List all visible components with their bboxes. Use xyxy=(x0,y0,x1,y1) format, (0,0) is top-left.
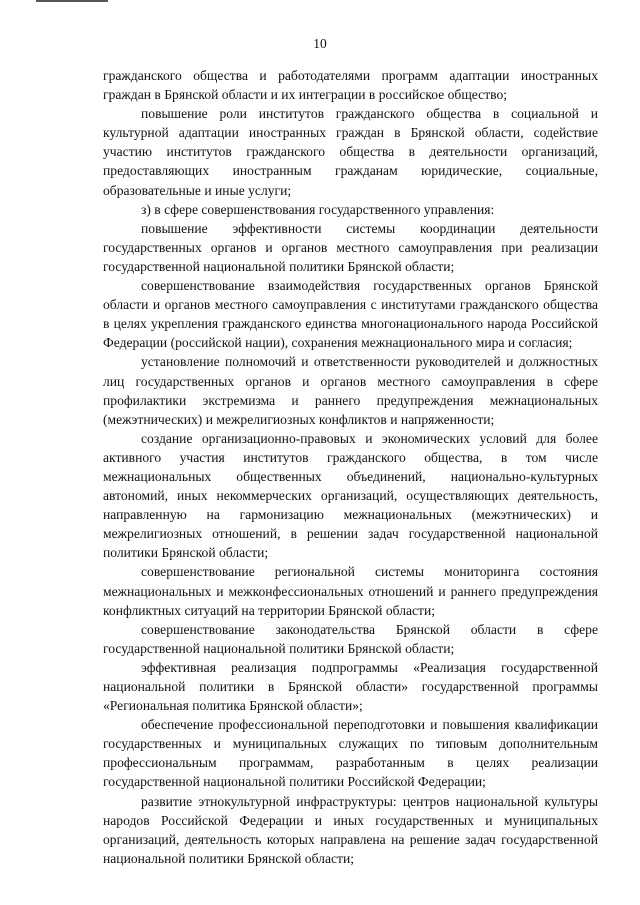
paragraph-9: совершенствование законодательства Брянской области в сфере государственной национальной политики Брянской области; xyxy=(103,621,598,656)
paragraph-1: гражданского общества и работодателями программ адаптации иностранных граждан в Брянской области и их интеграции в российское общество; xyxy=(103,68,598,103)
paragraph-6: установление полномочий и ответственности руководителей и должностных лиц государственных органов и органов местного самоуправления в сфере профилактики экстремизма и раннего предупреждения межнациональных (межэтнических) и межрелигиозных конфликтов и напряженности; xyxy=(103,354,598,427)
page-number: 10 xyxy=(313,36,327,51)
paragraph-12: развитие этнокультурной инфраструктуры: центров национальной культуры народов Российской Федерации и иных государственных и муниципальных организаций, деятельность которых направлена на решение задач государственной национальной политики Брянской области; xyxy=(103,793,598,866)
paragraph-2: повышение роли институтов гражданского общества в социальной и культурной адаптации иностранных граждан в Брянской области, содействие участию институтов гражданского общества в деятельности организаций, предоставляющих иностранным гражданам юридические, социальные, образовательные и иные услуги; xyxy=(103,106,598,198)
paragraph-7: создание организационно-правовых и экономических условий для более активного участия институтов гражданского общества, в том числе межнациональных общественных объединений, национально-культурных автономий, иных некоммерческих организаций, осуществляющих деятельность, направленную на гармонизацию межнациональных (межэтнических) и межрелигиозных отношений, в решении задач государственной национальной политики Брянской области; xyxy=(103,430,598,561)
paragraph-10: эффективная реализация подпрограммы «Реализация государственной национальной политики в Брянской области» государственной программы «Региональная политика Брянской области»; xyxy=(103,659,598,714)
paragraph-11: обеспечение профессиональной переподготовки и повышения квалификации государственных и муниципальных служащих по типовым дополнительным профессиональным программам, разработанным в целях реализации государственной национальной политики Российской Федерации; xyxy=(103,717,598,790)
paragraph-5: совершенствование взаимодействия государственных органов Брянской области и органов местного самоуправления с институтами гражданского общества в целях укрепления гражданского единства многонационального народа Российской Федерации (российской нации), сохранения межнационального мира и согласия; xyxy=(103,278,598,351)
document-body xyxy=(103,66,598,868)
paragraph-8: совершенствование региональной системы мониторинга состояния межнациональных и межконфессиональных отношений и раннего предупреждения конфликтных ситуаций на территории Брянской области; xyxy=(103,564,598,618)
top-edge-rule xyxy=(36,0,108,2)
paragraph-3: з) в сфере совершенствования государственного управления: xyxy=(141,201,495,217)
paragraph-4: повышение эффективности системы координации деятельности государственных органов и органов местного самоуправления при реализации государственной национальной политики Брянской области; xyxy=(103,220,598,274)
